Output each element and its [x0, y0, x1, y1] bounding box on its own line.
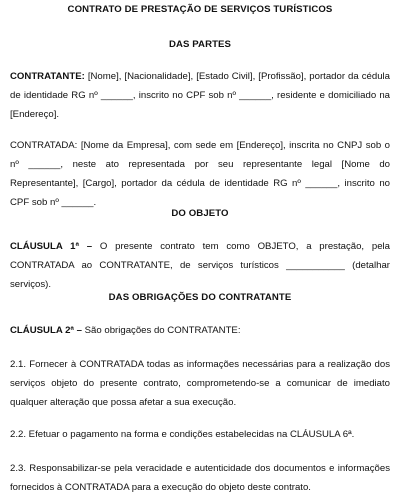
item-2-1-paragraph: 2.1. Fornecer à CONTRATADA todas as informações necessárias para a realização dos serviços objeto do presente contrato, comprometendo-se a comunicar de imediato qualquer alteração que possa afetar a sua execução.: [10, 359, 390, 408]
item-2-3-paragraph: 2.3. Responsabilizar-se pela veracidade e autenticidade dos documentos e informações fornecidos à CONTRATADA para a execução do objeto deste contrato.: [10, 463, 390, 493]
clausula-2-label: CLÁUSULA 2ª –: [10, 325, 82, 336]
clausula-1-paragraph: [10, 237, 390, 294]
contratada-paragraph: CONTRATADA: [Nome da Empresa], com sede em [Endereço], inscrita no CNPJ sob o nº ______, neste ato representada por seu representante legal [Nome do Representante], [Cargo], portador da cédula de identidade RG nº ______, inscrito no CPF sob nº ______.: [10, 140, 390, 208]
section-heading-objeto: DO OBJETO: [171, 208, 229, 219]
section-heading-obrigacoes: DAS OBRIGAÇÕES DO CONTRATANTE: [108, 292, 292, 303]
clausula-1-label: CLÁUSULA 1ª –: [10, 241, 93, 252]
contratante-label: CONTRATANTE:: [10, 71, 85, 82]
contratante-text: [Nome], [Nacionalidade], [Estado Civil], [Profissão], portador da cédula de identidade RG nº ______, inscrito no CPF sob nº ______, residente e domiciliado na [Endereço].: [10, 71, 390, 120]
clausula-1-text: O presente contrato tem como OBJETO, a prestação, pela CONTRATADA ao CONTRATANTE, de serviços turísticos ___________ (detalhar serviços).: [10, 241, 390, 290]
clausula-2-text: São obrigações do CONTRATANTE:: [81, 325, 241, 336]
document-title: CONTRATO DE PRESTAÇÃO DE SERVIÇOS TURÍSTICOS: [67, 4, 333, 15]
section-heading-partes: DAS PARTES: [168, 39, 232, 50]
clausula-2-paragraph: [10, 321, 390, 340]
contratante-paragraph: [10, 67, 390, 124]
item-2-2-paragraph: 2.2. Efetuar o pagamento na forma e condições estabelecidas na CLÁUSULA 6ª.: [10, 429, 355, 440]
